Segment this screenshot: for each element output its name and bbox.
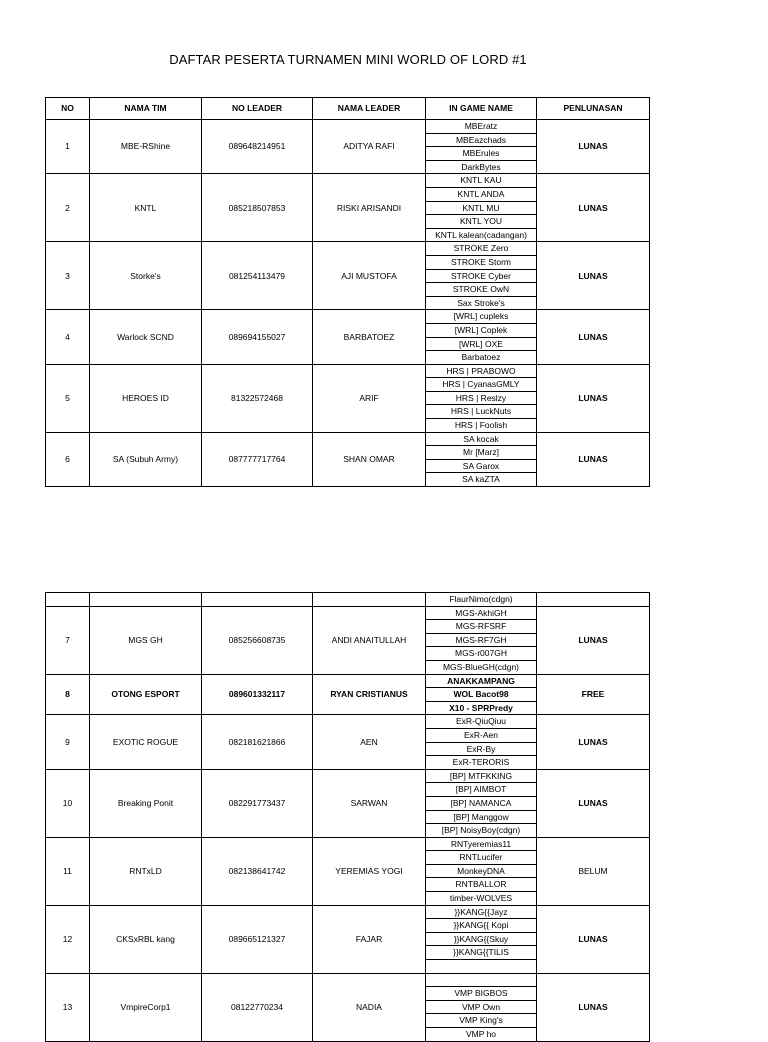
header-in-game-name: IN GAME NAME (426, 98, 537, 120)
table-row (46, 593, 650, 607)
in-game-name-cell: FlaurNimo(cdgn) (426, 593, 537, 607)
in-game-name-cell: Mr [Marz] (426, 446, 537, 460)
in-game-name-cell (426, 973, 537, 987)
in-game-name-cell: ExR-QiuQiuu (426, 715, 537, 729)
payment-status: LUNAS (537, 905, 650, 973)
in-game-name-cell: KNTL YOU (426, 215, 537, 229)
payment-status: LUNAS (537, 364, 650, 432)
leader-phone: 085256608735 (202, 606, 313, 674)
team-number: 2 (46, 174, 90, 242)
in-game-name-cell: timber-WOLVES (426, 892, 537, 906)
header-leader-number: NO LEADER (202, 98, 313, 120)
in-game-name-cell: RNTyeremias11 (426, 837, 537, 851)
payment-status: FREE (537, 674, 650, 715)
page-gap (0, 488, 768, 592)
leader-phone: 08122770234 (202, 973, 313, 1041)
team-number: 4 (46, 310, 90, 364)
empty-cell (537, 593, 650, 607)
in-game-name-cell: HRS | CyanasGMLY (426, 378, 537, 392)
team-number: 9 (46, 715, 90, 769)
in-game-name-cell: [WRL] cupleks (426, 310, 537, 324)
participants-table-bottom (45, 592, 650, 1042)
in-game-name-cell: [WRL] OXE (426, 337, 537, 351)
leader-phone: 089601332117 (202, 674, 313, 715)
in-game-name-cell: VMP Own (426, 1000, 537, 1014)
leader-phone: 089665121327 (202, 905, 313, 973)
in-game-name-cell: X10 - SPRPredy (426, 701, 537, 715)
table-row (46, 120, 650, 134)
payment-status: LUNAS (537, 310, 650, 364)
in-game-name-cell: }}KANG{{TILIS (426, 946, 537, 960)
team-number: 8 (46, 674, 90, 715)
in-game-name-cell: STROKE Zero (426, 242, 537, 256)
table-row (46, 606, 650, 620)
payment-status: LUNAS (537, 432, 650, 486)
table-row (46, 432, 650, 446)
leader-phone: 81322572468 (202, 364, 313, 432)
in-game-name-cell: Sax Stroke's (426, 296, 537, 310)
in-game-name-cell: VMP King's (426, 1014, 537, 1028)
team-number: 12 (46, 905, 90, 973)
in-game-name-cell: SA kaZTA (426, 473, 537, 487)
payment-status: LUNAS (537, 174, 650, 242)
payment-status: LUNAS (537, 973, 650, 1041)
in-game-name-cell: WOL Bacot98 (426, 688, 537, 702)
in-game-name-cell: ExR-Aen (426, 728, 537, 742)
in-game-name-cell: KNTL MU (426, 201, 537, 215)
in-game-name-cell: MBEazchads (426, 133, 537, 147)
team-name: MGS GH (90, 606, 202, 674)
table-row (46, 674, 650, 688)
in-game-name-cell: VMP BIGBOS (426, 987, 537, 1001)
in-game-name-cell: KNTL ANDA (426, 187, 537, 201)
in-game-name-cell: KNTL kalean(cadangan) (426, 228, 537, 242)
in-game-name-cell: }}KANG{{ Kopi (426, 919, 537, 933)
team-number: 13 (46, 973, 90, 1041)
team-number: 1 (46, 120, 90, 174)
in-game-name-cell: ExR-By (426, 742, 537, 756)
team-name: CKSxRBL kang (90, 905, 202, 973)
payment-status: BELUM (537, 837, 650, 905)
team-name: OTONG ESPORT (90, 674, 202, 715)
in-game-name-cell: MGS-BlueGH(cdgn) (426, 660, 537, 674)
table-row (46, 769, 650, 783)
team-name: SA (Subuh Army) (90, 432, 202, 486)
team-name: KNTL (90, 174, 202, 242)
in-game-name-cell: }}KANG{{Skuy (426, 932, 537, 946)
in-game-name-cell: MGS-r007GH (426, 647, 537, 661)
leader-name: ARIF (313, 364, 426, 432)
in-game-name-cell: STROKE OwN (426, 283, 537, 297)
team-name: RNTxLD (90, 837, 202, 905)
empty-cell (313, 593, 426, 607)
header-team-name: NAMA TIM (90, 98, 202, 120)
team-name: HEROES ID (90, 364, 202, 432)
table-row (46, 905, 650, 919)
in-game-name-cell: RNTLucifer (426, 851, 537, 865)
payment-status: LUNAS (537, 242, 650, 310)
in-game-name-cell: [BP] Manggow (426, 810, 537, 824)
table-row (46, 242, 650, 256)
leader-phone: 089648214951 (202, 120, 313, 174)
leader-name: SARWAN (313, 769, 426, 837)
team-name: Breaking Ponit (90, 769, 202, 837)
in-game-name-cell: MBErules (426, 147, 537, 161)
leader-phone: 085218507853 (202, 174, 313, 242)
in-game-name-cell: [BP] MTFKKING (426, 769, 537, 783)
team-number: 5 (46, 364, 90, 432)
leader-phone: 089694155027 (202, 310, 313, 364)
team-name: Warlock SCND (90, 310, 202, 364)
header-payment: PENLUNASAN (537, 98, 650, 120)
empty-cell (202, 593, 313, 607)
in-game-name-cell: MonkeyDNA (426, 864, 537, 878)
leader-name: BARBATOEZ (313, 310, 426, 364)
participants-table-top (45, 97, 650, 487)
leader-name: ANDI ANAITULLAH (313, 606, 426, 674)
team-name: EXOTIC ROGUE (90, 715, 202, 769)
payment-status: LUNAS (537, 606, 650, 674)
leader-name: SHAN OMAR (313, 432, 426, 486)
team-name: MBE-RShine (90, 120, 202, 174)
team-number: 6 (46, 432, 90, 486)
table-row (46, 715, 650, 729)
leader-name: ADITYA RAFI (313, 120, 426, 174)
empty-cell (90, 593, 202, 607)
team-number: 11 (46, 837, 90, 905)
in-game-name-cell: [WRL] Coplek (426, 323, 537, 337)
in-game-name-cell: STROKE Storm (426, 255, 537, 269)
table-row (46, 174, 650, 188)
leader-name: RISKI ARISANDI (313, 174, 426, 242)
in-game-name-cell: HRS | Reslzy (426, 391, 537, 405)
leader-phone: 081254113479 (202, 242, 313, 310)
team-name: VmpireCorp1 (90, 973, 202, 1041)
leader-name: YEREMIAS YOGI (313, 837, 426, 905)
payment-status: LUNAS (537, 769, 650, 837)
table-row (46, 837, 650, 851)
team-number: 7 (46, 606, 90, 674)
leader-phone: 082181621866 (202, 715, 313, 769)
team-number: 3 (46, 242, 90, 310)
leader-name: FAJAR (313, 905, 426, 973)
in-game-name-cell: }}KANG{{Jayz (426, 905, 537, 919)
in-game-name-cell: [BP] AIMBOT (426, 783, 537, 797)
in-game-name-cell: RNTBALLOR (426, 878, 537, 892)
header-no: NO (46, 98, 90, 120)
table-header-row (46, 98, 650, 120)
in-game-name-cell: MGS-RFSRF (426, 620, 537, 634)
in-game-name-cell: VMP ho (426, 1028, 537, 1042)
in-game-name-cell: KNTL KAU (426, 174, 537, 188)
payment-status: LUNAS (537, 120, 650, 174)
in-game-name-cell: [BP] NAMANCA (426, 796, 537, 810)
in-game-name-cell (426, 960, 537, 974)
table-row (46, 973, 650, 987)
in-game-name-cell: ExR-TERORIS (426, 756, 537, 770)
in-game-name-cell: MGS-RF7GH (426, 633, 537, 647)
in-game-name-cell: MBEratz (426, 120, 537, 134)
team-name: Storke's (90, 242, 202, 310)
in-game-name-cell: ANAKKAMPANG (426, 674, 537, 688)
team-number: 10 (46, 769, 90, 837)
in-game-name-cell: STROKE Cyber (426, 269, 537, 283)
leader-phone: 082138641742 (202, 837, 313, 905)
leader-name: AEN (313, 715, 426, 769)
in-game-name-cell: SA Garox (426, 459, 537, 473)
header-leader-name: NAMA LEADER (313, 98, 426, 120)
leader-name: AJI MUSTOFA (313, 242, 426, 310)
in-game-name-cell: MGS-AkhiGH (426, 606, 537, 620)
payment-status: LUNAS (537, 715, 650, 769)
leader-name: NADIA (313, 973, 426, 1041)
in-game-name-cell: HRS | Foolish (426, 419, 537, 433)
page-title: DAFTAR PESERTA TURNAMEN MINI WORLD OF LORD #1 (169, 52, 527, 67)
in-game-name-cell: [BP] NoisyBoy(cdgn) (426, 824, 537, 838)
in-game-name-cell: DarkBytes (426, 160, 537, 174)
in-game-name-cell: Barbatoez (426, 351, 537, 365)
in-game-name-cell: SA kocak (426, 432, 537, 446)
empty-cell (46, 593, 90, 607)
in-game-name-cell: HRS | LuckNuts (426, 405, 537, 419)
leader-phone: 087777717764 (202, 432, 313, 486)
in-game-name-cell: HRS | PRABOWO (426, 364, 537, 378)
table-row (46, 364, 650, 378)
table-row (46, 310, 650, 324)
leader-phone: 082291773437 (202, 769, 313, 837)
leader-name: RYAN CRISTIANUS (313, 674, 426, 715)
